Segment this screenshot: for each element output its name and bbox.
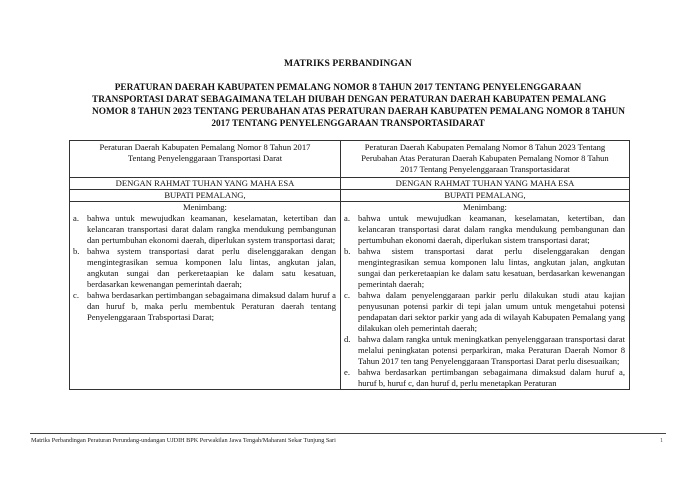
item-marker: a.	[344, 213, 350, 223]
item-text: bahwa dalam rangka untuk meningkatkan penyelenggaraan transportasi darat melalui peningkatan potensi perparkiran, maka Peraturan Daerah Nomor 8 Tahun 2017 ten tang Penyelenggaraan Transportasi Darat perlu disesuaikan;	[358, 334, 625, 366]
right-bupati: BUPATI PEMALANG,	[341, 190, 630, 202]
table-row	[70, 202, 630, 390]
item-marker: b.	[73, 246, 80, 256]
list-item	[341, 246, 629, 290]
right-rahmat: DENGAN RAHMAT TUHAN YANG MAHA ESA	[341, 178, 630, 190]
table-row	[70, 178, 630, 190]
menimbang-label: Menimbang:	[183, 202, 227, 212]
item-text: bahwa sistem transportasi darat perlu diselenggarakan dengan mengintegrasikan semua komponen lalu lintas, angkutan jalan, angkutan sungai dan perkeretaapian ke dalam satu kesatuan, berdasarkan kewenangan pemerintah daerah;	[358, 246, 625, 289]
footer-text: Matriks Perbandingan Peraturan Perundang-undangan UJDIH BPK Perwakilan Jawa Tengah/Maharani Sekar Tunjung Sari	[31, 437, 336, 444]
right-menimbang-cell	[341, 202, 630, 390]
regulation-title-line: PERATURAN DAERAH KABUPATEN PEMALANG NOMOR 8 TAHUN 2017 TENTANG PENYELENGGARAAN	[114, 83, 582, 93]
left-bupati: BUPATI PEMALANG,	[70, 190, 341, 202]
header-line: Tentang Penyelenggaraan Transportasi Darat	[127, 153, 283, 163]
right-column-header	[341, 141, 630, 178]
list-item	[341, 334, 629, 367]
header-line: 2017 Tentang Penyelenggaraan Transportasidarat	[400, 164, 570, 174]
item-text: bahwa berdasarkan pertimbangan sebagaimana dimaksud dalam huruf a dan huruf b, maka perlu membentuk Peraturan daerah tentang Penyelenggaraan Trabsportasi Darat;	[87, 290, 336, 322]
item-marker: a.	[73, 213, 79, 223]
footer-divider	[30, 433, 666, 434]
item-text: bahwa dalam penyelenggaraan parkir perlu dilakukan studi atau kajian penyusunan potensi parkir di tepi jalan umum untuk mengetahui potensi pendapatan dari sektor parkir yang ada di wilayah Kabupaten Pemalang yang dilakukan oleh pemerintah daerah;	[358, 290, 625, 333]
regulation-title-line: TRANSPORTASI DARAT SEBAGAIMANA TELAH DIUBAH DENGAN PERATURAN DAERAH KABUPATEN PEMALANG	[92, 95, 607, 105]
list-item	[341, 213, 629, 246]
regulation-title-line: 2017 TENTANG PENYELENGGARAAN TRANSPORTASIDARAT	[211, 119, 485, 129]
item-marker: e.	[344, 367, 350, 377]
item-text: bahwa untuk mewujudkan keamanan, keselamatan, ketertiban dan kelancaran transportasi darat dalam rangka mendukung pembangunan dan pertumbuhan ekonomi daerah, diperlukan system transportasi darat;	[87, 213, 336, 245]
list-item	[70, 246, 340, 290]
header-line: Peraturan Daerah Kabupaten Pemalang Nomor 8 Tahun 2017	[99, 142, 311, 152]
item-text: bahwa berdasarkan pertimbangan sebagaimana dimaksud dalam huruf a, huruf b, huruf c, dan huruf d, perlu menetapkan Peraturan	[358, 367, 625, 388]
menimbang-label: Menimbang:	[463, 202, 507, 212]
page-number: 1	[660, 437, 664, 444]
item-marker: b.	[344, 246, 351, 256]
item-text: bahwa system transportasi darat perlu diselenggarakan dengan mengintegrasikan semua komponen lalu lintas, angkutan jalan, angkutan sungai dan perkeretaapian ke dalam satu kesatuan, berdasarkan kewenangan pemerintah daerah;	[87, 246, 336, 289]
right-considerations-list	[341, 213, 629, 389]
table-row	[70, 190, 630, 202]
regulation-title	[92, 82, 625, 130]
left-considerations-list	[70, 213, 340, 323]
header-line: Perubahan Atas Peraturan Daerah Kabupaten Pemalang Nomor 8 Tahun	[361, 153, 609, 163]
list-item	[341, 290, 629, 334]
comparison-table	[69, 140, 630, 390]
item-marker: c.	[73, 290, 79, 300]
item-marker: c.	[344, 290, 350, 300]
left-column-header	[70, 141, 341, 178]
list-item	[70, 213, 340, 246]
item-marker: d.	[344, 334, 351, 344]
left-rahmat: DENGAN RAHMAT TUHAN YANG MAHA ESA	[70, 178, 341, 190]
document-title: MATRIKS PERBANDINGAN	[284, 58, 412, 69]
regulation-title-line: NOMOR 8 TAHUN 2023 TENTANG PERUBAHAN ATAS PERATURAN DAERAH KABUPATEN PEMALANG NOMOR 8 TAHUN	[92, 107, 625, 117]
table-header-row	[70, 141, 630, 178]
header-line: Peraturan Daerah Kabupaten Pemalang Nomor 8 Tahun 2023 Tentang	[364, 142, 606, 152]
left-menimbang-cell	[70, 202, 341, 390]
list-item	[341, 367, 629, 389]
list-item	[70, 290, 340, 323]
item-text: bahwa untuk mewujudkan keamanan, keselamatan, ketertiban, dan kelancaran transportasi darat dalam rangka mendukung pembangunan dan pertumbuhan ekonomi daerah, diperlukan sistem transportasi darat;	[358, 213, 625, 245]
